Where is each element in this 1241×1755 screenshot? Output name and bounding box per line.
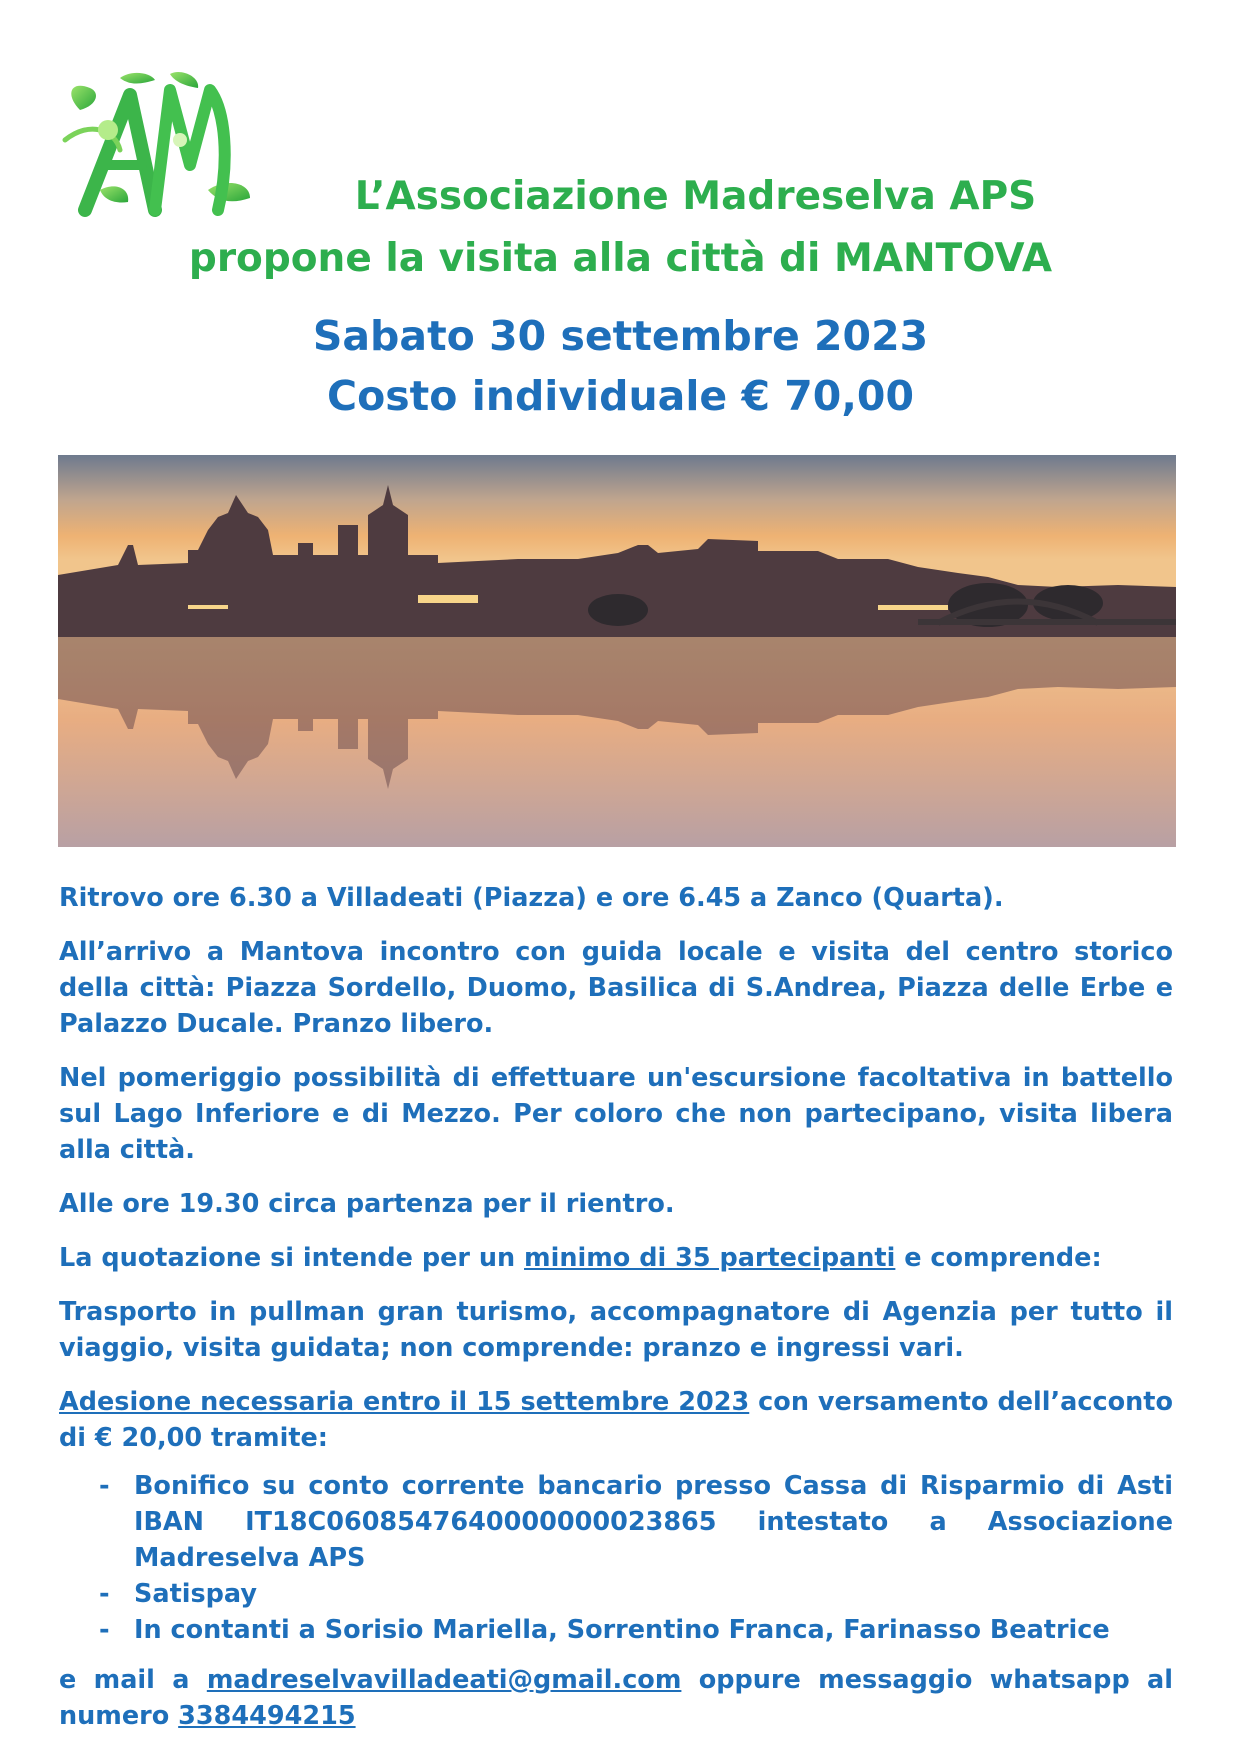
registration-info: [59, 1384, 1173, 1456]
event-cost: Costo individuale € 70,00: [327, 372, 914, 420]
afternoon-description: Nel pomeriggio possibilità di effettuare un'escursione facoltativa in battello sul Lago Inferiore e di Mezzo. Per coloro che non partecipano, visita libera alla città.: [59, 1063, 1173, 1165]
contact-info: [59, 1662, 1173, 1734]
email-link[interactable]: madreselvavilladeati@gmail.com: [206, 1665, 682, 1695]
payment-cash: In contanti a Sorisio Mariella, Sorrentino Franca, Farinasso Beatrice: [134, 1615, 1110, 1645]
visit-title: propone la visita alla città di MANTOVA: [188, 236, 1053, 281]
dash-bullet: -: [99, 1579, 110, 1609]
list-item: [59, 1612, 1173, 1648]
event-date: Sabato 30 settembre 2023: [312, 312, 929, 360]
minimum-participants: minimo di 35 partecipanti: [524, 1243, 896, 1273]
deposit-amount: € 20,00: [94, 1423, 203, 1453]
meeting-point: Ritrovo ore 6.30 a Villadeati (Piazza) e ore 6.45 a Zanco (Quarta).: [59, 883, 1004, 913]
association-title: L’Associazione Madreselva APS: [354, 174, 1037, 219]
payment-bank-transfer: Bonifico su conto corrente bancario presso Cassa di Risparmio di Asti IBAN IT18C0608547640000000023865 intestato a Associazione Madreselva APS: [134, 1471, 1173, 1573]
visit-description: All’arrivo a Mantova incontro con guida locale e visita del centro storico della città: Piazza Sordello, Duomo, Basilica di S.Andrea, Piazza delle Erbe e Palazzo Ducale. Pranzo libero.: [59, 937, 1173, 1039]
included-services: Trasporto in pullman gran turismo, accompagnatore di Agenzia per tutto il viaggio, visita guidata; non comprende: pranzo e ingressi vari.: [59, 1297, 1173, 1363]
return-time: Alle ore 19.30 circa partenza per il rientro.: [59, 1189, 675, 1219]
registration-mid: con versamento dell’acconto di: [59, 1387, 1173, 1453]
flyer-body: [59, 880, 1173, 1752]
payment-methods-list: [59, 1468, 1173, 1648]
mantova-skyline-photo: [58, 455, 1176, 847]
dash-bullet: -: [99, 1471, 110, 1501]
quotation-post: e comprende:: [895, 1243, 1102, 1273]
quotation-info: [59, 1240, 1173, 1276]
contact-mid: oppure messaggio whatsapp al numero: [59, 1665, 1173, 1731]
dash-bullet: -: [99, 1615, 110, 1645]
list-item: [59, 1576, 1173, 1612]
registration-post: tramite:: [202, 1423, 329, 1453]
phone-link[interactable]: 3384494215: [178, 1701, 356, 1731]
contact-pre: e mail a: [59, 1665, 207, 1695]
list-item: [59, 1468, 1173, 1576]
quotation-pre: La quotazione si intende per un: [59, 1243, 525, 1273]
payment-satispay: Satispay: [134, 1579, 257, 1609]
registration-deadline: Adesione necessaria entro il 15 settembre 2023: [59, 1387, 750, 1417]
